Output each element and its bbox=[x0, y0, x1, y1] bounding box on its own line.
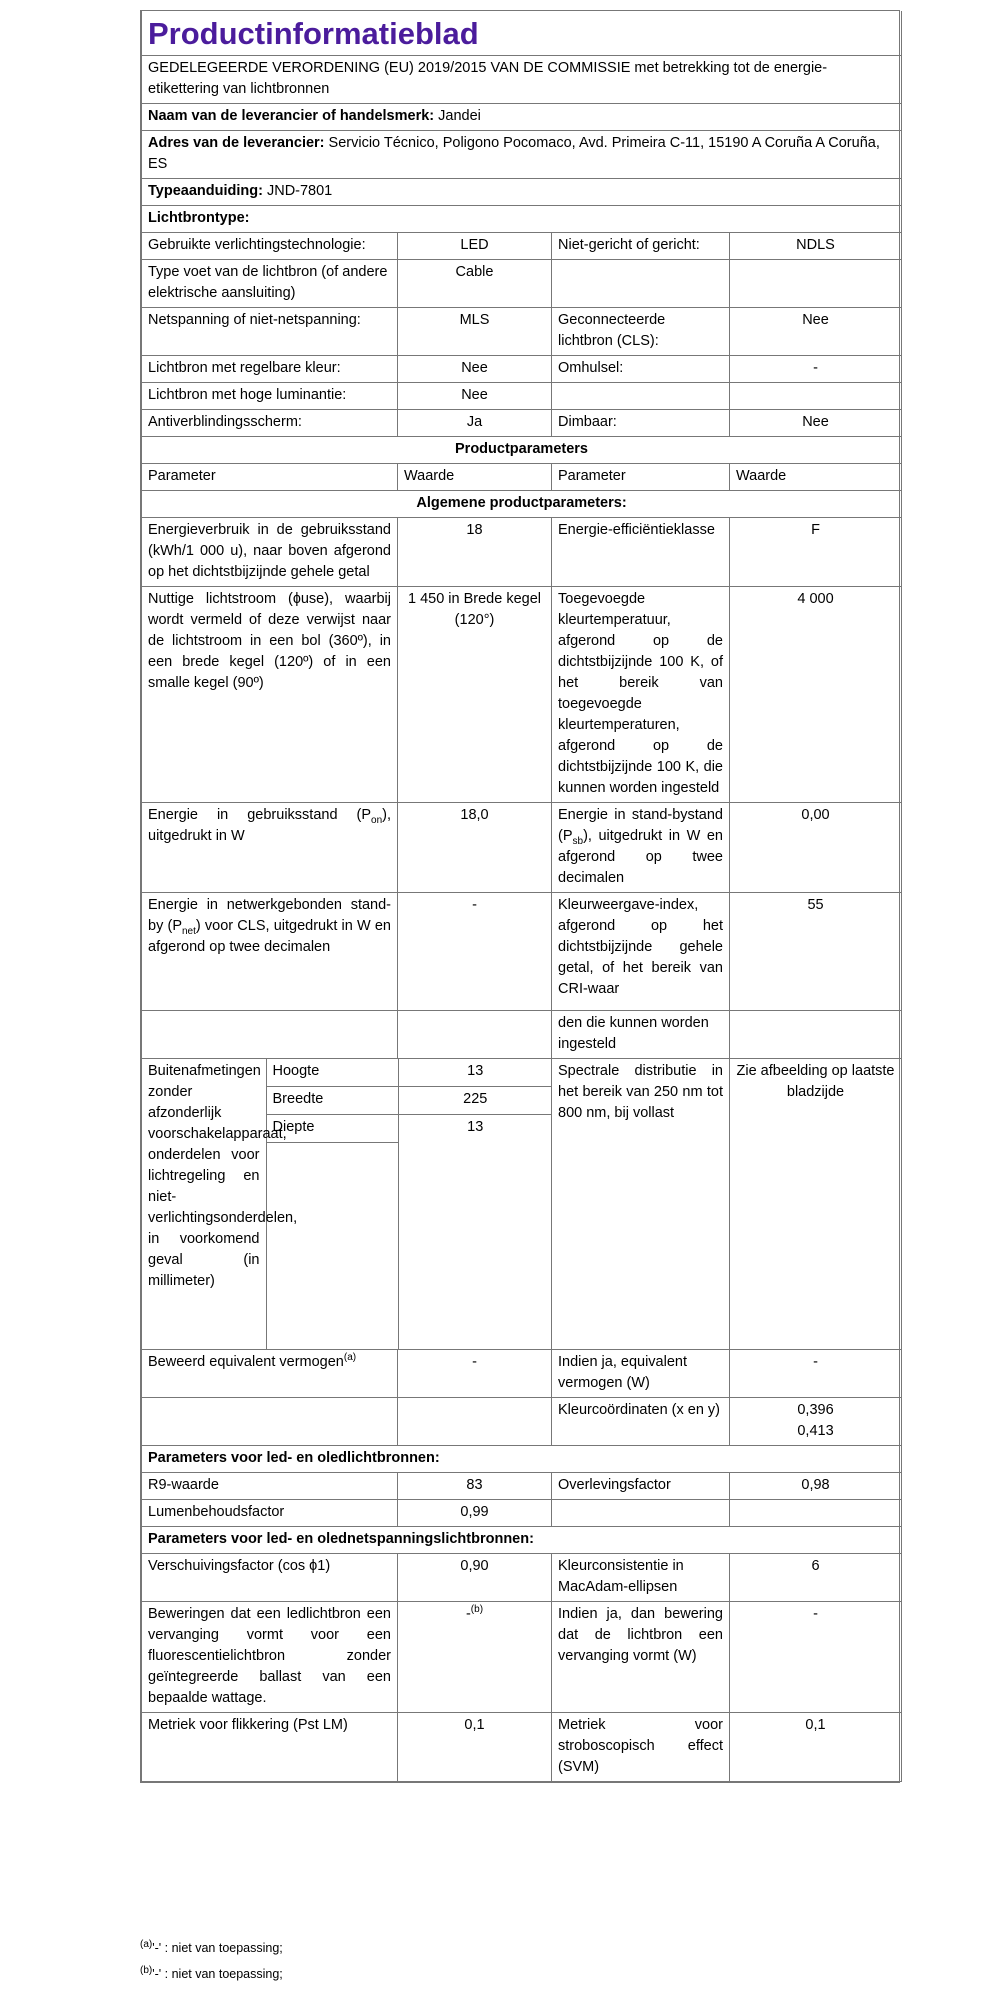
chromaticity-y: 0,413 bbox=[797, 1423, 834, 1439]
lst-value: LED bbox=[398, 233, 552, 260]
dimension-height-value: 13 bbox=[398, 1059, 552, 1087]
dimension-height-label: Hoogte bbox=[266, 1059, 398, 1087]
luminous-flux-label: Nuttige lichtstroom (ɸuse), waarbij wordt vermeld of deze verwijst naar de lichtstroom in een bol (360º), in een brede kegel (120º) of in een smalle kegel (90º) bbox=[142, 587, 398, 803]
lst-label: Lichtbron met hoge luminantie: bbox=[142, 383, 398, 410]
spectral-distribution-value: Zie afbeelding op laatste bladzijde bbox=[730, 1059, 902, 1350]
lst-label: Gebruikte verlichtingstechnologie: bbox=[142, 233, 398, 260]
footnote-b: $^{(b)}$'-' : niet van toepassing; bbox=[140, 1964, 283, 1981]
displacement-factor-label: Verschuivingsfactor (cos ϕ1) bbox=[142, 1554, 398, 1602]
mains-parameters-heading: Parameters voor led- en olednetspanningslichtbronnen: bbox=[142, 1527, 902, 1554]
product-parameters-heading: Productparameters bbox=[142, 437, 902, 464]
energy-class-label: Energie-efficiëntieklasse bbox=[552, 518, 730, 587]
dimension-depth-value: 13 bbox=[398, 1115, 552, 1143]
product-information-sheet bbox=[140, 10, 900, 1783]
colour-consistency-value: 6 bbox=[730, 1554, 902, 1602]
supplier-name-row bbox=[142, 104, 902, 131]
lst-value: Nee bbox=[398, 356, 552, 383]
equivalent-power-value: - bbox=[730, 1350, 902, 1398]
replacement-power-value: - bbox=[730, 1602, 902, 1713]
lst-label: Dimbaar: bbox=[552, 410, 730, 437]
lst-value bbox=[730, 260, 902, 308]
lst-label: Omhulsel: bbox=[552, 356, 730, 383]
flicker-metric-label: Metriek voor flikkering (Pst LM) bbox=[142, 1713, 398, 1782]
model-value: JND-7801 bbox=[266, 183, 333, 199]
spectral-distribution-label: Spectrale distributie in het bereik van 250 nm tot 800 nm, bij vollast bbox=[552, 1059, 730, 1350]
dimensions-table bbox=[142, 1059, 552, 1349]
chromaticity-x: 0,396 bbox=[797, 1402, 834, 1418]
r9-value: 83 bbox=[398, 1473, 552, 1500]
general-parameters-heading: Algemene productparameters: bbox=[142, 491, 902, 518]
dimension-width-label: Breedte bbox=[266, 1087, 398, 1115]
colour-temperature-label: Toegevoegde kleurtemperatuur, afgerond op de dichtstbijzijnde 100 K, of het bereik van toegevoegde kleurtemperaturen, afgerond op de dichtstbijzijnde 100 K, die kunnen worden ingesteld bbox=[552, 587, 730, 803]
cri-label-continued: den die kunnen worden ingesteld bbox=[552, 1011, 730, 1059]
lst-value: Nee bbox=[730, 410, 902, 437]
empty-cell bbox=[552, 1500, 730, 1527]
page-title: Productinformatieblad bbox=[142, 11, 902, 56]
on-mode-power-value: 18,0 bbox=[398, 803, 552, 893]
lst-label: Type voet van de lichtbron (of andere elektrische aansluiting) bbox=[142, 260, 398, 308]
lst-value: NDLS bbox=[730, 233, 902, 260]
lst-label: Niet-gericht of gericht: bbox=[552, 233, 730, 260]
colour-consistency-label: Kleurconsistentie in MacAdam-ellipsen bbox=[552, 1554, 730, 1602]
column-header-value: Waarde bbox=[730, 464, 902, 491]
regulation-text: GEDELEGEERDE VERORDENING (EU) 2019/2015 VAN DE COMMISSIE met betrekking tot de energie-etikettering van lichtbronnen bbox=[142, 56, 902, 104]
stroboscopic-metric-label: Metriek voor stroboscopisch effect (SVM) bbox=[552, 1713, 730, 1782]
led-parameters-heading: Parameters voor led- en oledlichtbronnen: bbox=[142, 1446, 902, 1473]
fluorescent-replacement-label: Beweringen dat een ledlichtbron een vervanging vormt voor een fluorescentielichtbron zonder geïntegreerde ballast van een bepaalde wattage. bbox=[142, 1602, 398, 1713]
standby-power-label: Energie in stand-bystand $(P_{sb})$, uitgedrukt in W en afgerond op twee decimalen bbox=[552, 803, 730, 893]
supplier-address-value: Servicio Técnico, Poligono Pocomaco, Avd. Primeira C-11, 15190 A Coruña A Coruña, ES bbox=[148, 135, 880, 172]
dimensions-cell bbox=[142, 1059, 552, 1350]
column-header-parameter: Parameter bbox=[142, 464, 398, 491]
displacement-factor-value: 0,90 bbox=[398, 1554, 552, 1602]
lst-label: Geconnecteerde lichtbron (CLS): bbox=[552, 308, 730, 356]
empty-cell bbox=[398, 1398, 552, 1446]
column-header-parameter: Parameter bbox=[552, 464, 730, 491]
lumen-maintenance-value: 0,99 bbox=[398, 1500, 552, 1527]
lst-value bbox=[730, 383, 902, 410]
r9-label: R9-waarde bbox=[142, 1473, 398, 1500]
dimensions-empty bbox=[266, 1143, 398, 1350]
cri-label: Kleurweergave-index, afgerond op het dichtstbijzijnde gehele getal, of het bereik van CRI-waar bbox=[552, 893, 730, 1011]
column-header-value: Waarde bbox=[398, 464, 552, 491]
empty-cell bbox=[730, 1500, 902, 1527]
supplier-name-value: Jandei bbox=[438, 108, 481, 124]
page-break-cell bbox=[398, 1011, 552, 1059]
lst-value: Ja bbox=[398, 410, 552, 437]
networked-standby-label: Energie in netwerkgebonden stand-by $(P_{net})$ voor CLS, uitgedrukt in W en afgerond op twee decimalen bbox=[142, 893, 398, 1011]
colour-temperature-value: 4 000 bbox=[730, 587, 902, 803]
info-table bbox=[141, 11, 902, 1782]
page-break-cell bbox=[730, 1011, 902, 1059]
lst-value: Cable bbox=[398, 260, 552, 308]
energy-class-value: F bbox=[730, 518, 902, 587]
cri-value: 55 bbox=[730, 893, 902, 1011]
footnotes bbox=[140, 1935, 283, 1987]
model-row bbox=[142, 179, 902, 206]
footnote-a: $^{(a)}$'-' : niet van toepassing; bbox=[140, 1938, 283, 1955]
dimensions-empty bbox=[398, 1143, 552, 1350]
lst-label: Antiverblindingsscherm: bbox=[142, 410, 398, 437]
supplier-address-row bbox=[142, 131, 902, 179]
networked-standby-value: - bbox=[398, 893, 552, 1011]
lst-value: Nee bbox=[730, 308, 902, 356]
energy-use-label: Energieverbruik in de gebruiksstand (kWh/1 000 u), naar boven afgerond op het dichtstbijzijnde gehele getal bbox=[142, 518, 398, 587]
dimension-width-value: 225 bbox=[398, 1087, 552, 1115]
flicker-metric-value: 0,1 bbox=[398, 1713, 552, 1782]
lst-value: - bbox=[730, 356, 902, 383]
lst-label bbox=[552, 260, 730, 308]
survival-factor-label: Overlevingsfactor bbox=[552, 1473, 730, 1500]
fluorescent-replacement-value: -$^{(b)}$ bbox=[398, 1602, 552, 1713]
claimed-equivalent-value: - bbox=[398, 1350, 552, 1398]
empty-cell bbox=[142, 1398, 398, 1446]
supplier-address-label: Adres van de leverancier: bbox=[148, 135, 325, 151]
supplier-name-label: Naam van de leverancier of handelsmerk: bbox=[148, 108, 435, 124]
model-label: Typeaanduiding: bbox=[148, 183, 263, 199]
lst-value: MLS bbox=[398, 308, 552, 356]
lumen-maintenance-label: Lumenbehoudsfactor bbox=[142, 1500, 398, 1527]
equivalent-power-label: Indien ja, equivalent vermogen (W) bbox=[552, 1350, 730, 1398]
chromaticity-label: Kleurcoördinaten (x en y) bbox=[552, 1398, 730, 1446]
chromaticity-value bbox=[730, 1398, 902, 1446]
luminous-flux-value: 1 450 in Brede kegel (120°) bbox=[398, 587, 552, 803]
lst-label: Lichtbron met regelbare kleur: bbox=[142, 356, 398, 383]
standby-power-value: 0,00 bbox=[730, 803, 902, 893]
stroboscopic-metric-value: 0,1 bbox=[730, 1713, 902, 1782]
lst-label bbox=[552, 383, 730, 410]
light-source-type-heading: Lichtbrontype: bbox=[142, 206, 902, 233]
survival-factor-value: 0,98 bbox=[730, 1473, 902, 1500]
claimed-equivalent-label: Beweerd equivalent vermogen$^{(a)}$ bbox=[142, 1350, 398, 1398]
energy-use-value: 18 bbox=[398, 518, 552, 587]
lst-label: Netspanning of niet-netspanning: bbox=[142, 308, 398, 356]
on-mode-power-label: Energie in gebruiksstand $(P_{on})$, uitgedrukt in W bbox=[142, 803, 398, 893]
page-break-cell bbox=[142, 1011, 398, 1059]
lst-value: Nee bbox=[398, 383, 552, 410]
dimension-depth-label: Diepte bbox=[266, 1115, 398, 1143]
replacement-power-label: Indien ja, dan bewering dat de lichtbron een vervanging vormt (W) bbox=[552, 1602, 730, 1713]
dimensions-label: Buitenafmetingen zonder afzonderlijk voorschakelapparaat, onderdelen voor lichtregeling en niet-verlichtingsonderdelen, in voorkomend geval (in millimeter) bbox=[142, 1059, 266, 1349]
